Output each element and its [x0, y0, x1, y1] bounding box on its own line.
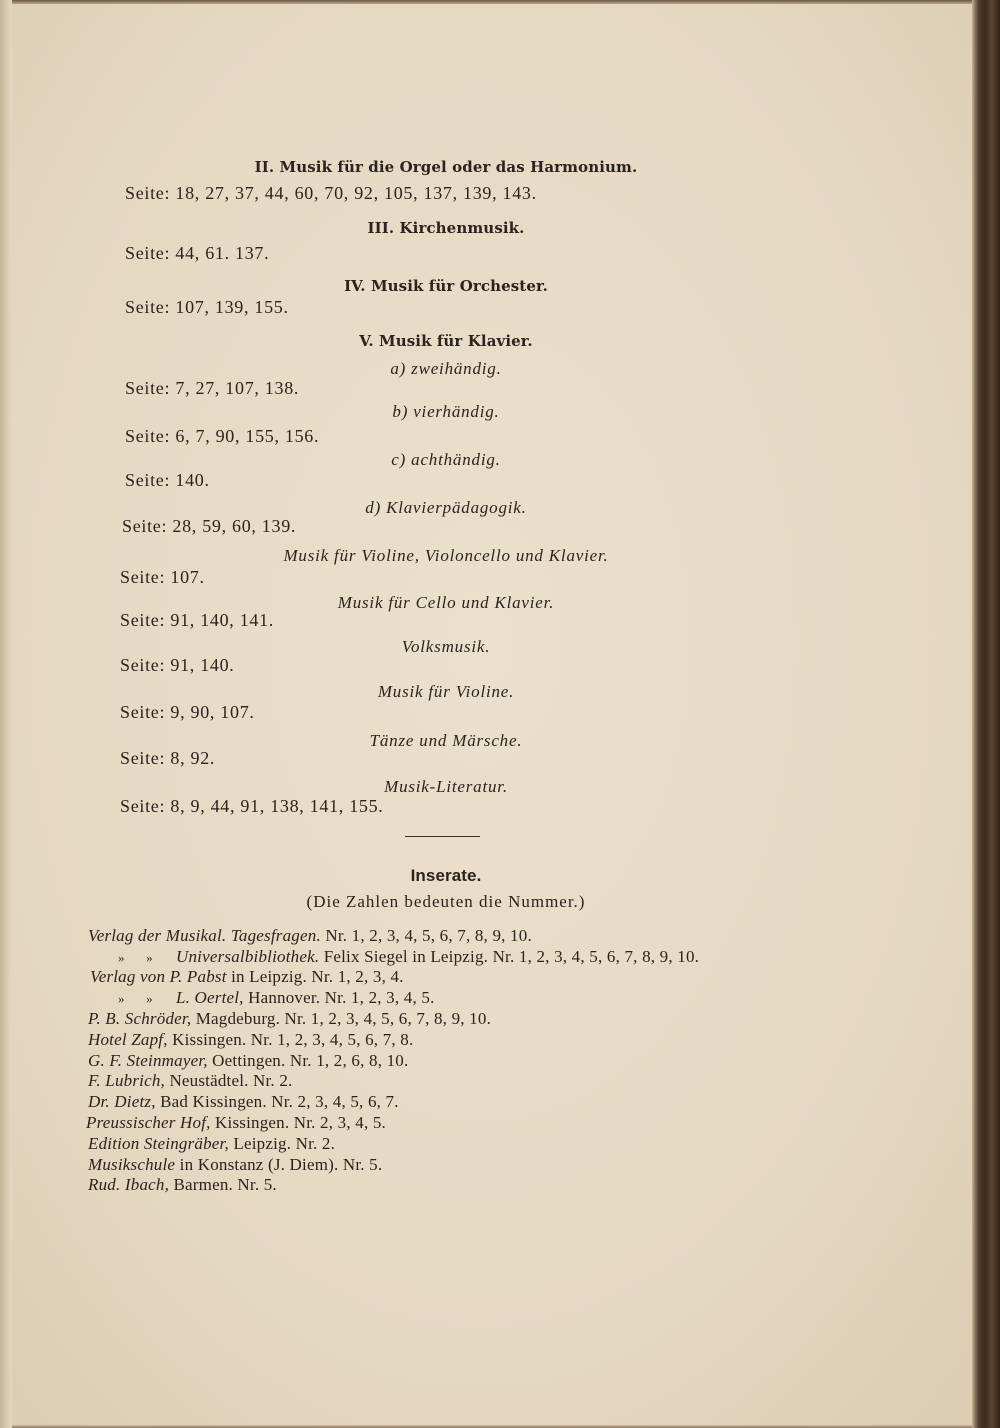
- ad-entry: [90, 967, 404, 987]
- category-title: Tänze und Märsche.: [369, 731, 523, 750]
- section-pages-organ: Seite: 18, 27, 37, 44, 60, 70, 92, 105, 137, 139, 143.: [125, 183, 537, 203]
- ditto-marks: » »: [118, 991, 153, 1006]
- book-binding-edge: [972, 0, 1000, 1428]
- ad-name: P. B. Schröder,: [88, 1009, 192, 1028]
- ad-name: Hotel Zapf,: [88, 1030, 168, 1049]
- ad-entry: [88, 1009, 491, 1029]
- ad-name: G. F. Steinmayer,: [88, 1051, 208, 1070]
- ad-entry: [118, 988, 435, 1009]
- ad-name: Dr. Dietz,: [88, 1092, 156, 1111]
- ad-name: Preussischer Hof,: [86, 1113, 211, 1132]
- category-pages: Seite: 91, 140, 141.: [120, 610, 274, 630]
- ad-entry: [88, 1175, 277, 1195]
- section-divider: [405, 836, 480, 837]
- ad-details: Kissingen. Nr. 1, 2, 3, 4, 5, 6, 7, 8.: [172, 1030, 414, 1049]
- ad-details: Felix Siegel in Leipzig. Nr. 1, 2, 3, 4, 5, 6, 7, 8, 9, 10.: [323, 947, 700, 966]
- category-pages: Seite: 107.: [120, 567, 205, 587]
- category-pages: Seite: 9, 90, 107.: [120, 702, 255, 722]
- section-pages-church: Seite: 44, 61. 137.: [125, 243, 270, 263]
- ad-entry: [88, 1155, 382, 1175]
- subsection-title: d) Klavierpädagogik.: [365, 498, 527, 517]
- ad-entry: [118, 947, 699, 968]
- subsection-pages: Seite: 7, 27, 107, 138.: [125, 378, 300, 398]
- ad-name: Rud. Ibach,: [88, 1175, 170, 1194]
- ad-entry: [88, 1071, 293, 1091]
- category-title: Musik für Cello und Klavier.: [337, 593, 555, 612]
- ad-details: Magdeburg. Nr. 1, 2, 3, 4, 5, 6, 7, 8, 9, 10.: [195, 1009, 492, 1028]
- ditto-marks: » »: [118, 950, 153, 965]
- ads-note: (Die Zahlen bedeuten die Nummer.): [306, 892, 586, 911]
- ad-name: F. Lubrich,: [88, 1071, 165, 1090]
- category-pages: Seite: 91, 140.: [120, 655, 235, 675]
- section-heading-organ: II. Musik für die Orgel oder das Harmonium.: [254, 158, 638, 176]
- ad-details: Leipzig. Nr. 2.: [233, 1134, 336, 1153]
- ad-name: Verlag der Musikal. Tagesfragen.: [88, 926, 321, 945]
- ad-name: Verlag von P. Pabst: [90, 967, 227, 986]
- ad-details: Barmen. Nr. 5.: [173, 1175, 277, 1194]
- ad-details: Bad Kissingen. Nr. 2, 3, 4, 5, 6, 7.: [160, 1092, 399, 1111]
- page-gutter-edge: [0, 0, 12, 1428]
- subsection-title: c) achthändig.: [391, 450, 501, 469]
- section-heading-piano: V. Musik für Klavier.: [359, 332, 533, 350]
- section-pages-orchestra: Seite: 107, 139, 155.: [125, 297, 289, 317]
- section-heading-orchestra: IV. Musik für Orchester.: [344, 277, 548, 295]
- ad-details: Neustädtel. Nr. 2.: [169, 1071, 293, 1090]
- page-top-edge: [0, 0, 1000, 4]
- ad-entry: [88, 1030, 413, 1050]
- category-title: Musik für Violine.: [377, 682, 515, 701]
- category-pages: Seite: 8, 9, 44, 91, 138, 141, 155.: [120, 796, 384, 816]
- ad-name: L. Oertel,: [176, 988, 244, 1007]
- section-heading-church: III. Kirchenmusik.: [367, 219, 525, 237]
- ad-details: Hannover. Nr. 1, 2, 3, 4, 5.: [248, 988, 435, 1007]
- ad-entry: [88, 926, 532, 946]
- subsection-pages: Seite: 140.: [125, 470, 210, 490]
- subsection-title: b) vierhändig.: [392, 402, 500, 421]
- ad-details: Oettingen. Nr. 1, 2, 6, 8, 10.: [212, 1051, 409, 1070]
- subsection-title: a) zweihändig.: [390, 359, 502, 378]
- ad-entry: [86, 1113, 386, 1133]
- category-title: Musik-Literatur.: [384, 777, 508, 796]
- category-title: Volksmusik.: [401, 637, 491, 656]
- ad-name: Musikschule: [88, 1155, 176, 1174]
- ad-details: in Leipzig. Nr. 1, 2, 3, 4.: [231, 967, 404, 986]
- ad-entry: [88, 1092, 399, 1112]
- subsection-pages: Seite: 28, 59, 60, 139.: [122, 516, 297, 536]
- category-title: Musik für Violine, Violoncello und Klavier.: [283, 546, 609, 565]
- ad-entry: [88, 1134, 335, 1154]
- ad-name: Edition Steingräber,: [88, 1134, 229, 1153]
- ad-name: Universalbibliothek.: [176, 947, 320, 966]
- ad-entry: [88, 1051, 408, 1071]
- ads-heading: Inserate.: [410, 866, 482, 885]
- ad-details: Kissingen. Nr. 2, 3, 4, 5.: [215, 1113, 386, 1132]
- ad-details: in Konstanz (J. Diem). Nr. 5.: [179, 1155, 383, 1174]
- ad-details: Nr. 1, 2, 3, 4, 5, 6, 7, 8, 9, 10.: [325, 926, 532, 945]
- category-pages: Seite: 8, 92.: [120, 748, 216, 768]
- subsection-pages: Seite: 6, 7, 90, 155, 156.: [125, 426, 320, 446]
